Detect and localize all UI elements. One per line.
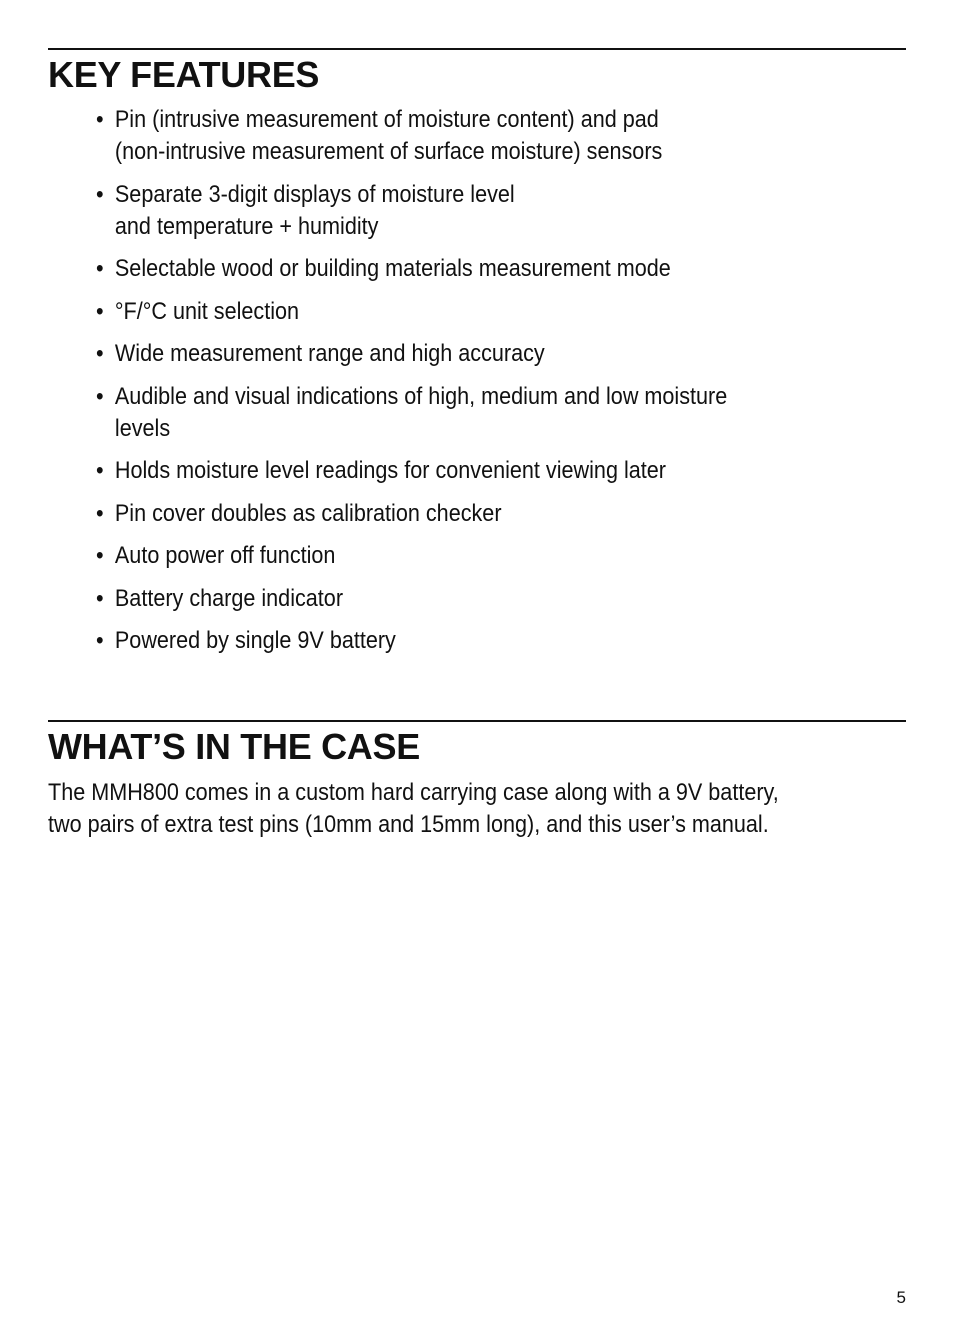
paragraph-line: The MMH800 comes in a custom hard carrying case along with a 9V battery, (48, 779, 779, 806)
feature-item (96, 338, 780, 370)
bullet-glyph: • (96, 106, 104, 133)
feature-item (96, 296, 780, 328)
bullet-glyph: • (96, 627, 104, 654)
feature-item (96, 583, 780, 615)
whats-in-case-heading: WHAT’S IN THE CASE (48, 726, 420, 767)
feature-text: and temperature + humidity (114, 212, 379, 240)
bullet-glyph: • (96, 499, 104, 527)
bullet-glyph: • (96, 297, 104, 325)
feature-item (96, 381, 780, 445)
whats-in-case-paragraph (48, 777, 779, 841)
bullet-glyph: • (96, 180, 104, 208)
bullet-glyph: • (96, 340, 104, 367)
paragraph-line: two pairs of extra test pins (10mm and 15mm long), and this user’s manual. (48, 811, 769, 838)
key-features-list (96, 104, 856, 668)
feature-text: levels (114, 414, 171, 442)
bullet-glyph: • (96, 457, 104, 484)
bullet-glyph: • (96, 584, 104, 612)
feature-text: Wide measurement range and high accuracy (114, 340, 545, 367)
bullet-glyph: • (96, 255, 104, 282)
page-number: 5 (896, 1288, 906, 1307)
feature-item (96, 253, 780, 285)
feature-text: (non-intrusive measurement of surface moisture) sensors (114, 138, 663, 165)
key-features-rule (48, 48, 906, 50)
feature-text: Holds moisture level readings for convenient viewing later (114, 457, 666, 484)
bullet-glyph: • (96, 382, 104, 410)
feature-text: Battery charge indicator (114, 584, 344, 612)
feature-text: °F/°C unit selection (114, 297, 300, 325)
key-features-heading: KEY FEATURES (48, 54, 320, 95)
feature-item (96, 179, 780, 243)
feature-text: Selectable wood or building materials measurement mode (114, 255, 671, 282)
feature-text: Powered by single 9V battery (114, 627, 396, 654)
feature-text: Audible and visual indications of high, medium and low moisture (114, 382, 728, 410)
feature-text: Auto power off function (114, 542, 336, 569)
feature-text: Pin (intrusive measurement of moisture content) and pad (114, 106, 659, 133)
bullet-glyph: • (96, 542, 104, 569)
feature-text: Separate 3-digit displays of moisture level (114, 180, 515, 208)
feature-item (96, 498, 780, 530)
feature-text: Pin cover doubles as calibration checker (114, 499, 502, 527)
feature-item (96, 104, 780, 168)
feature-item (96, 455, 780, 487)
whats-in-case-rule (48, 720, 906, 722)
feature-item (96, 540, 780, 572)
feature-item (96, 625, 780, 657)
